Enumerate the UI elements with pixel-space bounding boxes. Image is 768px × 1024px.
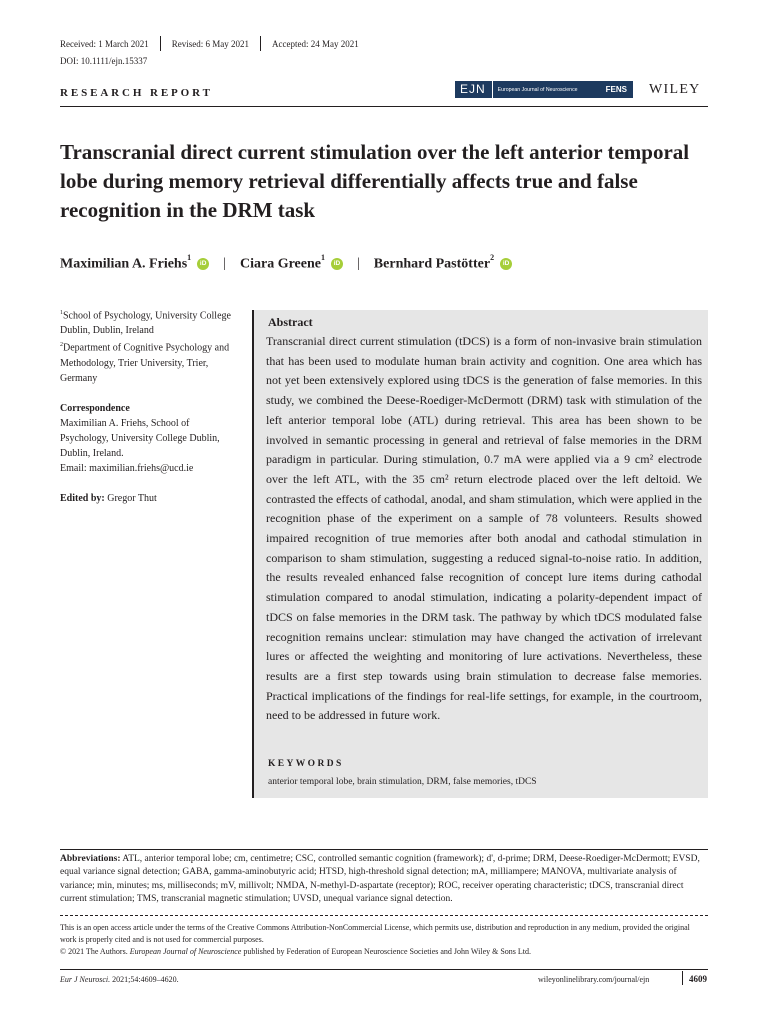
revised-date: Revised: 6 May 2021 [171, 38, 249, 49]
orcid-icon[interactable]: iD [500, 258, 512, 270]
author-info-column [60, 306, 240, 506]
society-logo: FENS [605, 85, 627, 94]
affiliation: $^2$Department of Cognitive Psychology and Methodology, Trier University, Trier, Germany [60, 342, 230, 384]
orcid-icon[interactable]: iD [331, 258, 343, 270]
license-notice: This is an open access article under the terms of the Creative Commons Attribution-NonCommercial License, which permits use, distribution and reproduction in any medium, provided the original work is properly cited and is not used for commercial purposes. © 2021 The Authors. European Journal of Neuroscience published by Federation of European Neuroscience Societies and John Wiley & Sons Ltd. [60, 923, 690, 956]
correspondence-email[interactable]: Email: maximilian.friehs@ucd.ie [60, 462, 194, 474]
divider [260, 36, 261, 51]
journal-abbr: EJN [455, 81, 493, 98]
received-date: Received: 1 March 2021 [60, 38, 149, 49]
abbreviations-rule [60, 849, 708, 850]
author-name[interactable]: Ciara Greene$^1$ [239, 253, 325, 272]
divider [160, 36, 161, 51]
correspondence-address: Maximilian A. Friehs, School of Psychology, University College Dublin, Dublin, Ireland. [60, 417, 220, 459]
orcid-icon[interactable]: iD [197, 258, 209, 270]
footer-rule [60, 969, 708, 970]
author-separator: | [356, 255, 360, 271]
dotted-divider [60, 915, 708, 916]
journal-logo[interactable] [455, 81, 633, 98]
section-label: RESEARCH REPORT [60, 87, 213, 99]
author-name[interactable]: Maximilian A. Friehs$^1$ [60, 253, 192, 272]
affiliation: $^1$School of Psychology, University College Dublin, Dublin, Ireland [60, 310, 231, 337]
keywords-list: anterior temporal lobe, brain stimulation, DRM, false memories, tDCS [268, 777, 537, 787]
affiliation-marker: 1 [320, 253, 325, 262]
journal-url[interactable]: wileyonlinelibrary.com/journal/ejn [538, 975, 650, 984]
edited-by: Edited by: Gregor Thut [60, 492, 157, 504]
page-number: 4609 [689, 974, 707, 984]
doi-link[interactable]: DOI: 10.1111/ejn.15337 [60, 56, 148, 66]
affiliation-marker: 2 [490, 253, 495, 262]
abbreviations: Abbreviations: ATL, anterior temporal lobe; cm, centimetre; CSC, controlled semantic cognition (framework); d', d-prime; DRM, Deese-Roediger-McDermott; EVSD, equal variance signal detection; GABA, gamma-aminobutyric acid; HTSD, high-threshold signal detection; mA, milliampere; MANOVA, multivariate analysis of variance; min, minutes; ms, milliseconds; mV, millivolt; NMDA, N-methyl-D-aspartate (receptor); ROC, receiver operating characteristic; tDCS, transcranial direct current stimulation; TMS, transcranial magnetic stimulation; UVSD, unequal variance signal detection. [60, 854, 700, 905]
publisher-logo[interactable]: WILEY [649, 82, 701, 97]
keywords-heading: KEYWORDS [268, 759, 344, 769]
author-name[interactable]: Bernhard Pastötter$^2$ [373, 253, 495, 272]
header-rule [60, 106, 708, 107]
abstract-text: Transcranial direct current stimulation (tDCS) is a form of non-invasive brain stimulation that has been used to modulate human brain activity and cognition. One area which has not yet been extensively explored using tDCS is the generation of false memories. In this study, we combined the Deese-Roediger-McDermott (DRM) task with stimulation of the left anterior temporal lobe (ATL) during retrieval. This area has been shown to be involved in semantic processing in general and retrieval of false memories in the DRM paradigm in particular. During stimulation, 0.7 mA were applied via a 9 cm² electrode over the left ATL, with the 35 cm² return electrode placed over the left deltoid. We contrasted the effects of cathodal, anodal, and sham stimulation, which were applied in the recognition phase of the experiment on a sample of 78 volunteers. Results showed impaired recognition of true memories after both anodal and cathodal stimulation in comparison to sham stimulation, suggesting a reduced signal-to-noise ratio. In addition, the results revealed enhanced false recognition of concept lure items during cathodal stimulation compared to anodal stimulation, indicating a polarity-dependent impact of tDCS on false memories in the DRM task. The pathway by which tDCS modulated false recognition remains unclear: stimulation may have changed the activation of irrelevant lures or affected the weighting and monitoring of lure activations. Nevertheless, these results are a first step towards using brain stimulation to decrease false memories. Practical implications of the findings for real-life settings, for example, in the courtroom, need to be addressed in future work. [266, 334, 702, 723]
affiliation-marker: 1 [187, 253, 192, 262]
journal-name: European Journal of Neuroscience [497, 86, 578, 93]
author-separator: | [223, 255, 226, 271]
citation: Eur J Neurosci. 2021;54:4609–4620. [60, 975, 179, 984]
article-history [60, 36, 359, 51]
footer-divider [682, 971, 683, 985]
abstract-heading: Abstract [268, 315, 313, 329]
correspondence-heading: Correspondence [60, 402, 130, 414]
author-list [60, 255, 512, 273]
paper-title: Transcranial direct current stimulation over the left anterior temporal lobe during memory retrieval differentially affects true and false recognition in the DRM task [60, 140, 690, 222]
accepted-date: Accepted: 24 May 2021 [271, 38, 359, 49]
